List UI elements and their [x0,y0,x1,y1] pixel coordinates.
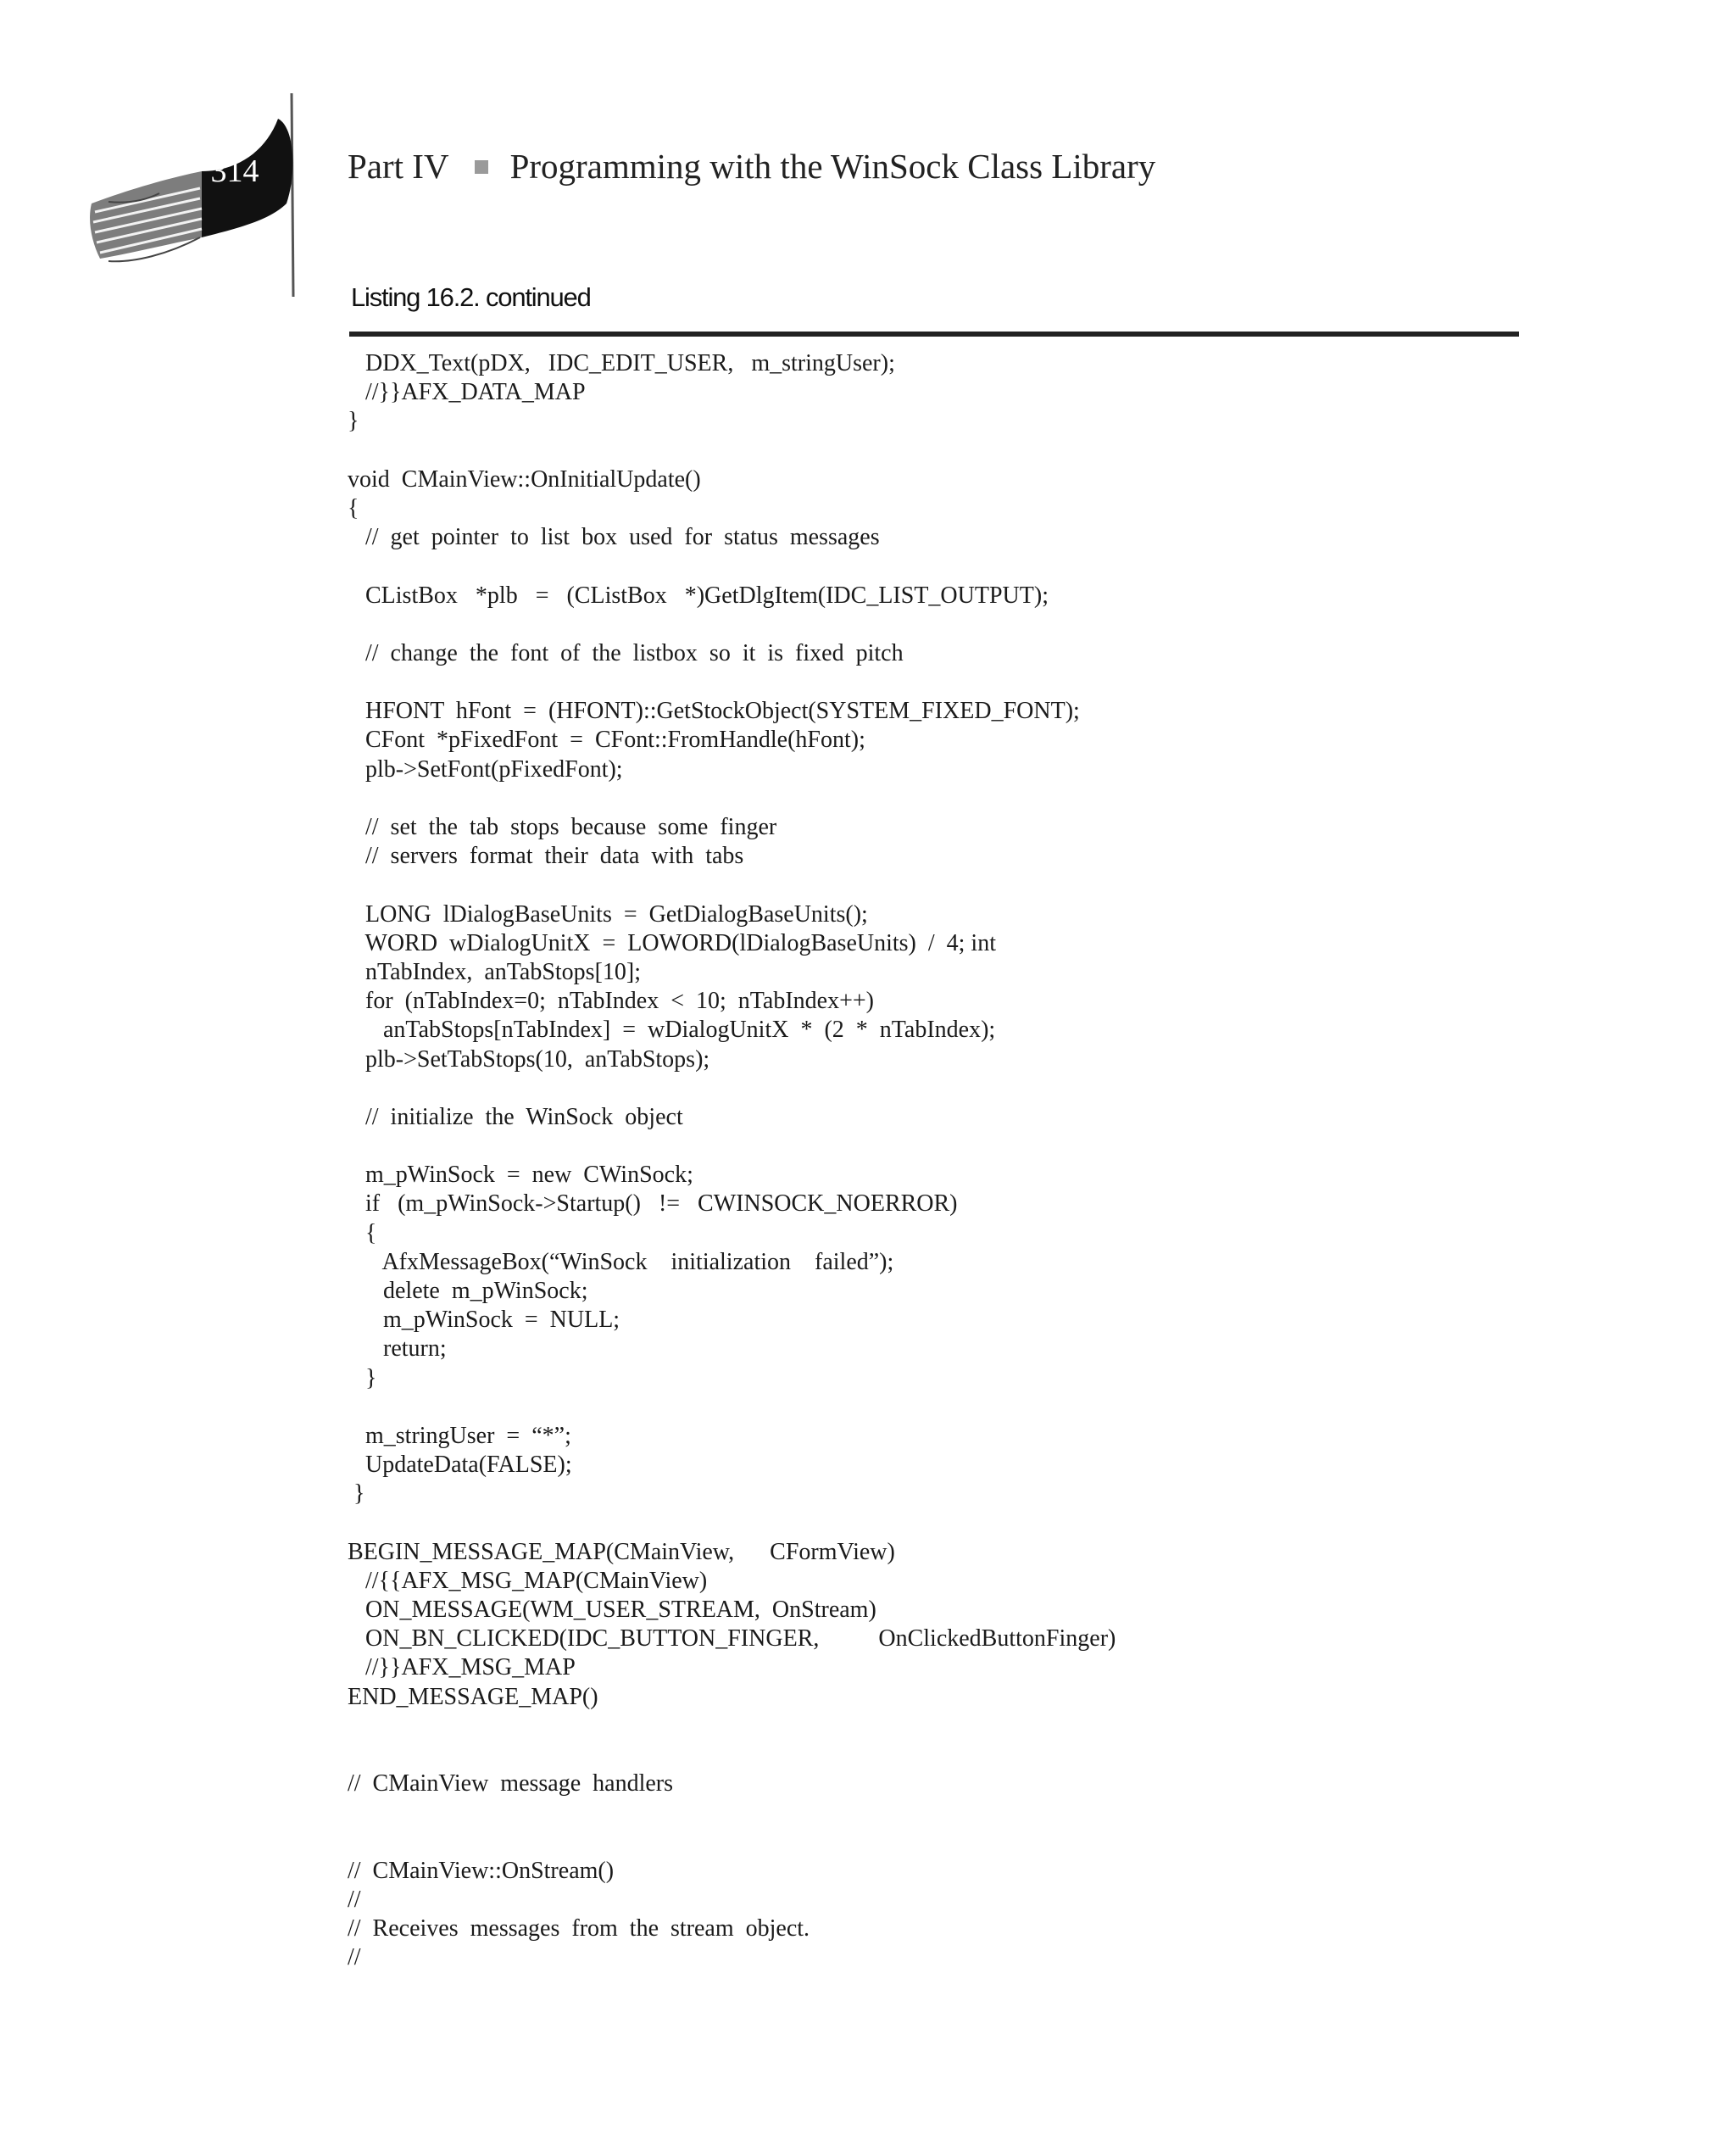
code-line: CFont *pFixedFont = CFont::FromHandle(hFont); [348,727,865,754]
code-line: // CMainView message handlers [348,1770,674,1797]
code-line [348,437,1116,465]
code-line: UpdateData(FALSE); [348,1452,572,1479]
code-line: //{{AFX_MSG_MAP(CMainView) [348,1567,708,1594]
listing-caption: Listing 16.2. continued [351,282,591,312]
code-line: plb->SetTabStops(10, anTabStops); [348,1045,710,1073]
running-header [348,146,1155,187]
code-line: // get pointer to list box used for status messages [348,524,880,551]
code-line: //}}AFX_MSG_MAP [348,1654,576,1681]
code-line: m_pWinSock = new CWinSock; [348,1162,693,1189]
part-label: Part IV [348,147,449,186]
code-line: for (nTabIndex=0; nTabIndex < 10; nTabIndex++) [348,988,875,1015]
code-line: // servers format their data with tabs [348,843,744,870]
code-line [348,610,1116,639]
page-number: 314 [210,153,259,189]
code-line: WORD wDialogUnitX = LOWORD(lDialogBaseUnits) / 4; int [348,929,996,956]
code-line: m_stringUser = “*”; [348,1422,571,1449]
code-line [348,1798,1116,1827]
code-line: HFONT hFont = (HFONT)::GetStockObject(SYSTEM_FIXED_FONT); [348,698,1080,725]
code-line: // Receives messages from the stream object. [348,1915,810,1942]
code-line: ON_MESSAGE(WM_USER_STREAM, OnStream) [348,1597,876,1624]
code-line: // change the font of the listbox so it is fixed pitch [348,639,904,666]
code-line: { [348,494,359,521]
code-line [348,1828,1116,1857]
code-line: } [348,1364,377,1391]
code-line: BEGIN_MESSAGE_MAP(CMainView, CFormView) [348,1538,895,1565]
code-line: if (m_pWinSock->Startup() != CWINSOCK_NOERROR) [348,1190,958,1218]
code-line [348,1509,1116,1538]
code-line: // [348,1886,361,1913]
code-line: delete m_pWinSock; [348,1278,588,1304]
code-line [348,1132,1116,1161]
code-line [348,1741,1116,1770]
code-line: // CMainView::OnStream() [348,1857,615,1884]
code-line: plb->SetFont(pFixedFont); [348,755,623,783]
code-line: END_MESSAGE_MAP() [348,1683,598,1710]
code-line [348,1393,1116,1422]
code-line: LONG lDialogBaseUnits = GetDialogBaseUnits(); [348,900,868,928]
code-line: } [348,1480,365,1508]
code-line [348,552,1116,581]
code-line: ON_BN_CLICKED(IDC_BUTTON_FINGER, OnClickedButtonFinger) [348,1625,1116,1652]
code-line: AfxMessageBox(“WinSock initialization failed”); [348,1248,894,1275]
code-line: m_pWinSock = NULL; [348,1307,620,1334]
code-line [348,1712,1116,1741]
chapter-title: Programming with the WinSock Class Library [509,147,1156,186]
code-line [348,871,1116,900]
code-line: // set the tab stops because some finger [348,814,777,840]
code-line: return; [348,1335,447,1363]
code-listing [348,349,1116,1973]
code-line: } [348,408,359,435]
square-bullet-icon [475,160,488,174]
code-line: DDX_Text(pDX, IDC_EDIT_USER, m_stringUser); [348,350,895,376]
code-line: // initialize the WinSock object [348,1103,683,1130]
code-line: void CMainView::OnInitialUpdate() [348,465,701,493]
code-line [348,1074,1116,1103]
caption-divider [349,332,1519,337]
code-line: //}}AFX_DATA_MAP [348,379,586,406]
code-line: anTabStops[nTabIndex] = wDialogUnitX * (2 * nTabIndex); [348,1017,996,1044]
code-line [348,668,1116,697]
code-line: nTabIndex, anTabStops[10]; [348,958,642,985]
feathered-quill-logo-icon [75,93,303,297]
code-line: CListBox *plb = (CListBox *)GetDlgItem(IDC_LIST_OUTPUT); [348,582,1049,609]
code-line: { [348,1219,377,1246]
code-line: // [348,1944,361,1971]
code-line [348,784,1116,813]
